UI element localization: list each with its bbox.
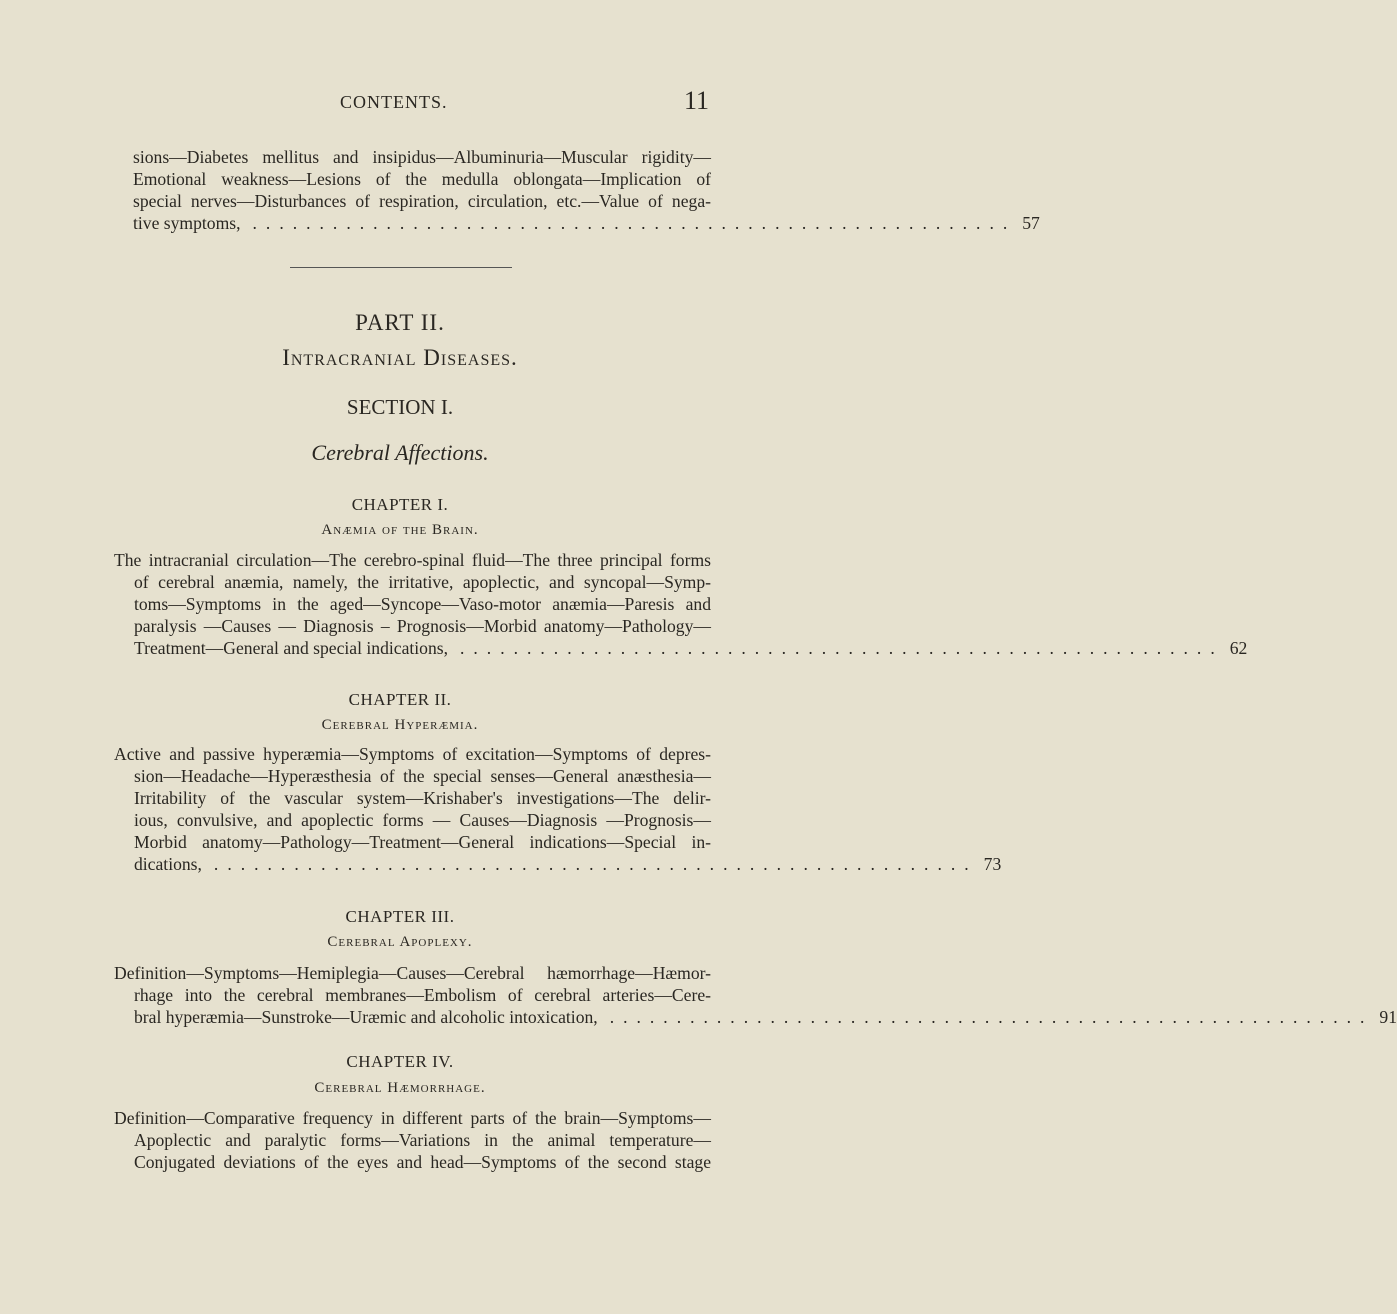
entry-line: paralysis —Causes — Diagnosis – Prognosis—Morbid anatomy—Pathology— <box>134 616 711 636</box>
entry-line: dications, <box>134 854 202 874</box>
entry-line: Irritability of the vascular system—Krishaber's investigations—The delir- <box>134 788 711 808</box>
continuation-entry <box>133 146 1040 234</box>
section-heading: SECTION I. <box>346 395 454 419</box>
running-title: CONTENTS. <box>340 92 448 112</box>
entry-last-line <box>114 853 1002 875</box>
entry-line: rhage into the cerebral membranes—Embolism of cerebral arteries—Cere- <box>134 985 711 1005</box>
entry-page-number: 57 <box>1022 213 1040 233</box>
running-head <box>0 86 800 126</box>
entry-line: Emotional weakness—Lesions of the medulla oblongata—Implication of <box>133 169 711 189</box>
entry-line: of cerebral anæmia, namely, the irritative, apoplectic, and syncopal—Symp- <box>134 572 711 592</box>
entry-page-number: 91 <box>1379 1007 1397 1027</box>
entry-page-number: 62 <box>1229 638 1248 658</box>
entry-line: Active and passive hyperæmia—Symptoms of excitation—Symptoms of depres- <box>114 744 711 764</box>
dot-leader: ......................................................... <box>213 854 978 874</box>
chapter-entry <box>114 1107 711 1173</box>
entry-line: Morbid anatomy—Pathology—Treatment—General indications—Special in- <box>134 832 711 852</box>
chapter-entry <box>114 743 1002 875</box>
dot-leader: ......................................................... <box>609 1007 1374 1027</box>
entry-line: bral hyperæmia—Sunstroke—Uræmic and alcoholic intoxication, <box>134 1007 598 1027</box>
entry-line: tive symptoms, <box>133 213 241 233</box>
entry-line: Definition—Comparative frequency in different parts of the brain—Symptoms— <box>114 1108 711 1128</box>
entry-line: toms—Symptoms in the aged—Syncope—Vaso-motor anæmia—Paresis and <box>134 594 711 614</box>
entry-line: sions—Diabetes mellitus and insipidus—Albuminuria—Muscular rigidity— <box>133 147 711 167</box>
chapter-heading: CHAPTER III. <box>345 907 455 926</box>
page-number: 11 <box>684 86 710 115</box>
part-heading: PART II. <box>355 310 445 335</box>
dot-leader: ......................................................... <box>252 213 1017 233</box>
section-title: Cerebral Affections. <box>311 440 489 465</box>
chapter-heading: CHAPTER I. <box>351 495 449 514</box>
entry-line: sion—Headache—Hyperæsthesia of the special senses—General anæsthesia— <box>134 766 711 786</box>
chapter-title: Anæmia of the Brain. <box>321 522 479 538</box>
entry-line: The intracranial circulation—The cerebro-spinal fluid—The three principal forms <box>114 550 711 570</box>
entry-line: Apoplectic and paralytic forms—Variations in the animal temperature— <box>134 1130 711 1150</box>
entry-last-line <box>114 1006 1397 1028</box>
entry-line: special nerves—Disturbances of respiration, circulation, etc.—Value of nega- <box>133 191 711 211</box>
entry-line: Treatment—General and special indications, <box>134 638 448 658</box>
entry-line: Definition—Symptoms—Hemiplegia—Causes—Cerebral hæmorrhage—Hæmor- <box>114 963 711 983</box>
dot-leader: ......................................................... <box>460 638 1224 658</box>
chapter-title: Cerebral Apoplexy. <box>327 934 473 950</box>
chapter-heading: CHAPTER IV. <box>346 1052 454 1071</box>
chapter-entry <box>114 549 1248 659</box>
section-divider <box>290 267 512 268</box>
entry-page-number: 73 <box>983 854 1002 874</box>
entry-line: ious, convulsive, and apoplectic forms — Causes—Diagnosis —Prognosis— <box>134 810 711 830</box>
chapter-heading: CHAPTER II. <box>348 690 452 709</box>
chapter-title: Cerebral Hæmorrhage. <box>314 1080 486 1096</box>
chapter-title: Cerebral Hyperæmia. <box>321 717 479 733</box>
entry-line: Conjugated deviations of the eyes and head—Symptoms of the second stage <box>134 1152 711 1172</box>
entry-last-line <box>114 637 1248 659</box>
part-title: Intracranial Diseases. <box>282 345 518 370</box>
chapter-entry <box>114 962 1397 1028</box>
entry-last-line <box>133 212 1040 234</box>
